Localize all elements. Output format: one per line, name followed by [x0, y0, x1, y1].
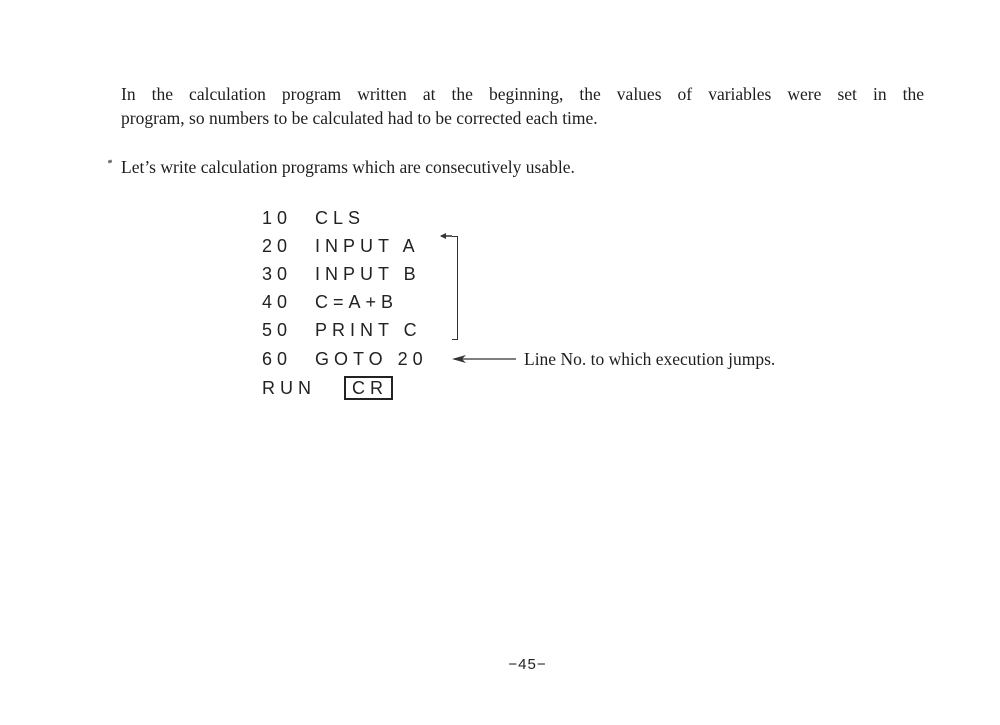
statement: INPUT B	[315, 264, 421, 284]
loop-bracket	[452, 236, 458, 340]
statement: PRINT C	[315, 320, 422, 340]
left-arrow-icon	[452, 353, 518, 365]
intro-paragraph	[121, 82, 931, 130]
loop-arrow-icon	[440, 232, 452, 240]
run-key-box	[340, 376, 393, 400]
line-number: 20	[262, 236, 293, 256]
statement: C=A+B	[315, 292, 399, 312]
statement: CLS	[315, 208, 366, 228]
jump-annotation: Line No. to which execution jumps.	[524, 349, 776, 369]
cr-key: CR	[344, 376, 393, 400]
lead-sentence: Let’s write calculation programs which are consecutively usable.	[121, 157, 575, 177]
line-number: 60	[262, 349, 293, 369]
intro-line-1: In the calculation program written at the beginning, the values of variables were set in the	[121, 84, 924, 104]
line-number: 40	[262, 292, 293, 312]
run-command: RUN	[262, 378, 316, 398]
bullet-mark	[108, 159, 113, 163]
line-number: 30	[262, 264, 293, 284]
intro-line-2: program, so numbers to be calculated had to be corrected each time.	[121, 108, 598, 128]
statement: INPUT A	[315, 236, 420, 256]
line-number: 50	[262, 320, 293, 340]
line-number: 10	[262, 208, 293, 228]
page-number: −45−	[508, 656, 547, 673]
statement: GOTO 20	[315, 349, 428, 369]
